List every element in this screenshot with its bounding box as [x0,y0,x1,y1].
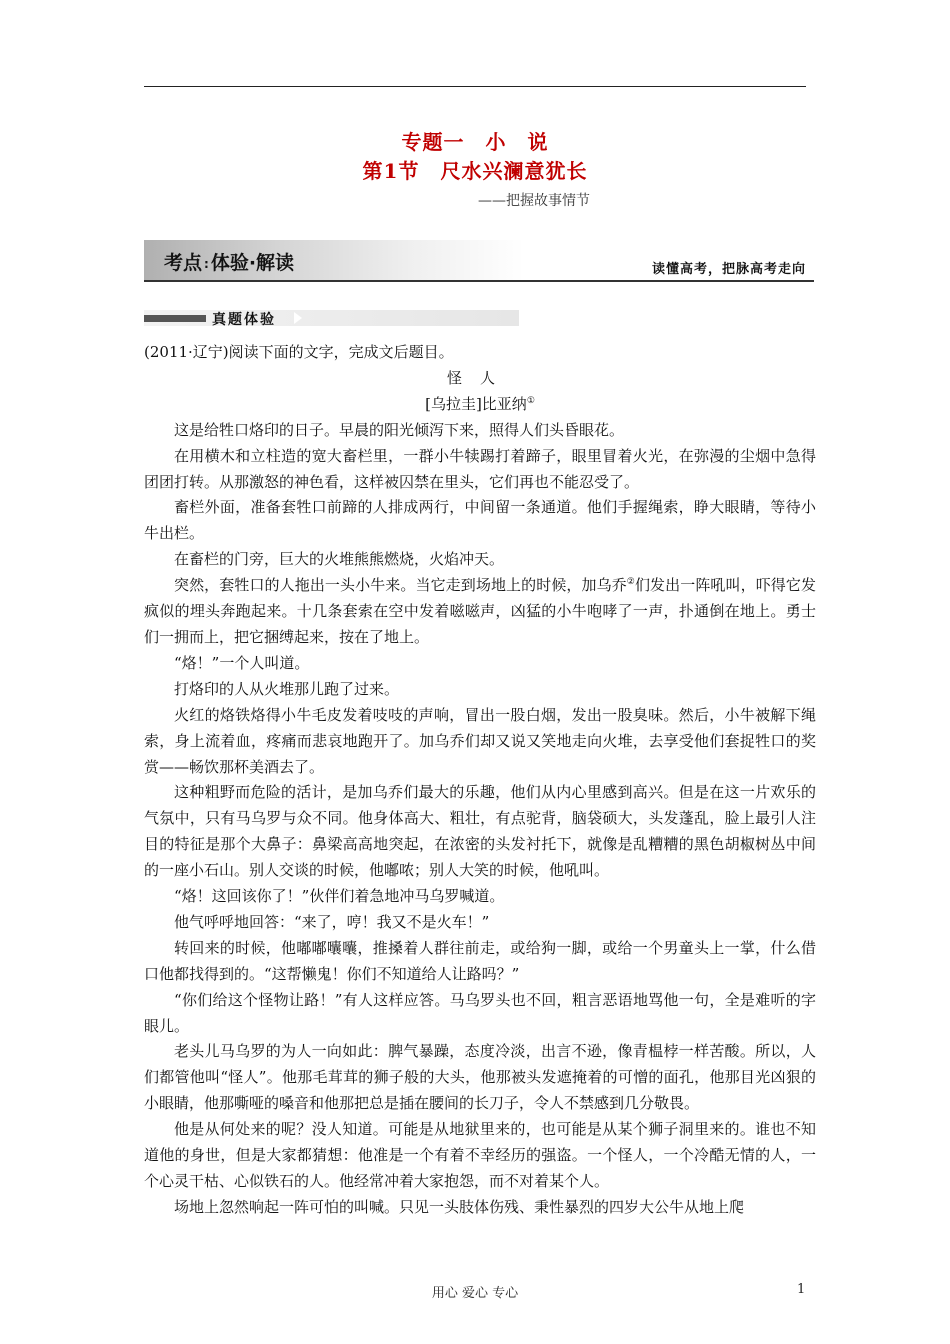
page-number: 1 [797,1282,806,1297]
paragraph-16: 场地上忽然响起一阵可怕的叫喊。只见一头肢体伤残、秉性暴烈的四岁大公牛从地上爬 [174,1197,745,1216]
banner-heading [164,248,294,275]
banner-heading-b: 体验·解读 [210,252,295,274]
paragraph-8: 火红的烙铁烙得小牛毛皮发着吱吱的声响，冒出一股白烟，发出一股臭味。然后，小牛被解下绳索，身上流着血，疼痛而悲哀地跑开了。加乌乔们却又说又笑地走向火堆，去享受他们套捉牲口的奖赏——畅饮那杯美酒去了。 [144,705,816,776]
footer-text: 用心 爱心 专心 [431,1286,519,1301]
topic-banner [144,240,814,280]
section-title-prefix: 第 [362,159,384,183]
story-title-line [144,366,816,392]
paragraph-2: 在用横木和立柱造的宽大畜栏里，一群小牛犊踢打着蹄子，眼里冒着火光，在弥漫的尘烟中急得团团打转。从那激怒的神色看，这样被囚禁在里头，它们再也不能忍受了。 [144,446,816,491]
footnote-marker: ② [626,577,635,588]
paragraph-6: “烙！”一个人叫道。 [174,653,310,672]
chapter-title: 专题一 小 说 [401,130,549,154]
footnote-marker: ① [526,395,535,406]
banner-rule [144,280,814,282]
paragraph-5-b: 们发出一阵吼叫，吓得它发疯似的埋头奔跑起来。十几条套索在空中发着嗞嗞声，凶猛的小牛咆哮了一声，扑通倒在地上。勇士们一拥而上，把它捆缚起来，按在了地上。 [144,576,816,646]
section-label: 真题体验 [212,312,276,328]
paragraph-5 [144,573,816,651]
paragraph-10: “烙！这回该你了！”伙伴们着急地冲马乌罗喊道。 [174,887,505,906]
paragraph-12: 转回来的时候，他嘟嘟囔囔，推搡着人群往前走，或给狗一脚，或给一个男童头上一掌，什么借口他都找得到的。“这帮懒鬼！你们不知道给人让路吗？” [144,938,816,983]
question-intro: (2011·辽宁)阅读下面的文字，完成文后题目。 [144,343,454,361]
paragraph-1: 这是给牲口烙印的日子。早晨的阳光倾泻下来，照得人们头昏眼花。 [174,420,625,439]
paragraph-14: 老头儿马乌罗的为人一向如此：脾气暴躁，态度冷淡，出言不逊，像青榅桲一样苦酸。所以，人们都管他叫“怪人”。他那毛茸茸的狮子般的大头，他那被头发遮掩着的可憎的面孔，他那目光凶狠的小眼睛，他那嘶哑的嗓音和他那把总是插在腰间的长刀子，令人不禁感到几分敬畏。 [144,1042,816,1113]
banner-heading-a: 考点 [164,252,203,274]
story-title: 怪人 [446,368,513,387]
section-title [0,155,950,184]
author-line [144,392,816,418]
article-body [144,340,816,1221]
author: [乌拉圭]比亚纳 [425,394,527,413]
section-header [144,310,519,326]
section-title-number: 1 [383,159,399,183]
paragraph-15: 他是从何处来的呢？没人知道。可能是从地狱里来的，也可能是从某个狮子洞里来的。谁也不知道他的身世，但是大家都猜想：他准是一个有着不幸经历的强盗。一个怪人，一个冷酷无情的人，一个心灵干枯、心似铁石的人。他经常冲着大家抱怨，而不对着某个人。 [144,1120,816,1190]
banner-slogan: 读懂高考，把脉高考走向 [651,262,806,277]
paragraph-11: 他气呼呼地回答：“来了，哼！我又不是火车！” [174,912,490,931]
paragraph-5-a: 突然，套牲口的人拖出一头小牛来。当它走到场地上的时候，加乌乔 [174,576,627,595]
paragraph-4: 在畜栏的门旁，巨大的火堆熊熊燃烧，火焰冲天。 [174,550,505,569]
paragraph-7: 打烙印的人从火堆那儿跑了过来。 [174,679,400,698]
banner-heading-separator: : [204,256,209,271]
paragraph-9: 这种粗野而危险的活计，是加乌乔们最大的乐趣，他们从内心里感到高兴。但是在这一片欢乐的气氛中，只有马乌罗与众不同。他身体高大、粗壮，有点驼背，脑袋硕大，头发蓬乱，脸上最引人注目的特征是那个大鼻子：鼻梁高高地突起，在浓密的头发衬托下，就像是乱糟糟的黑色胡椒树丛中间的一座小石山。别人交谈的时候，他嘟哝；别人大笑的时候，他吼叫。 [144,783,816,880]
paragraph-13: “你们给这个怪物让路！”有人这样应答。马乌罗头也不回，粗言恶语地骂他一句，全是难听的字眼儿。 [144,990,816,1035]
section-title-text: 节 尺水兴澜意犹长 [398,159,588,183]
section-arrow-icon [294,312,302,324]
top-rule [144,86,806,87]
subtitle: ——把握故事情节 [478,193,590,209]
section-bar-dark [144,315,206,322]
paragraph-3: 畜栏外面，准备套牲口前蹄的人排成两行，中间留一条通道。他们手握绳索，睁大眼睛，等待小牛出栏。 [144,498,816,543]
